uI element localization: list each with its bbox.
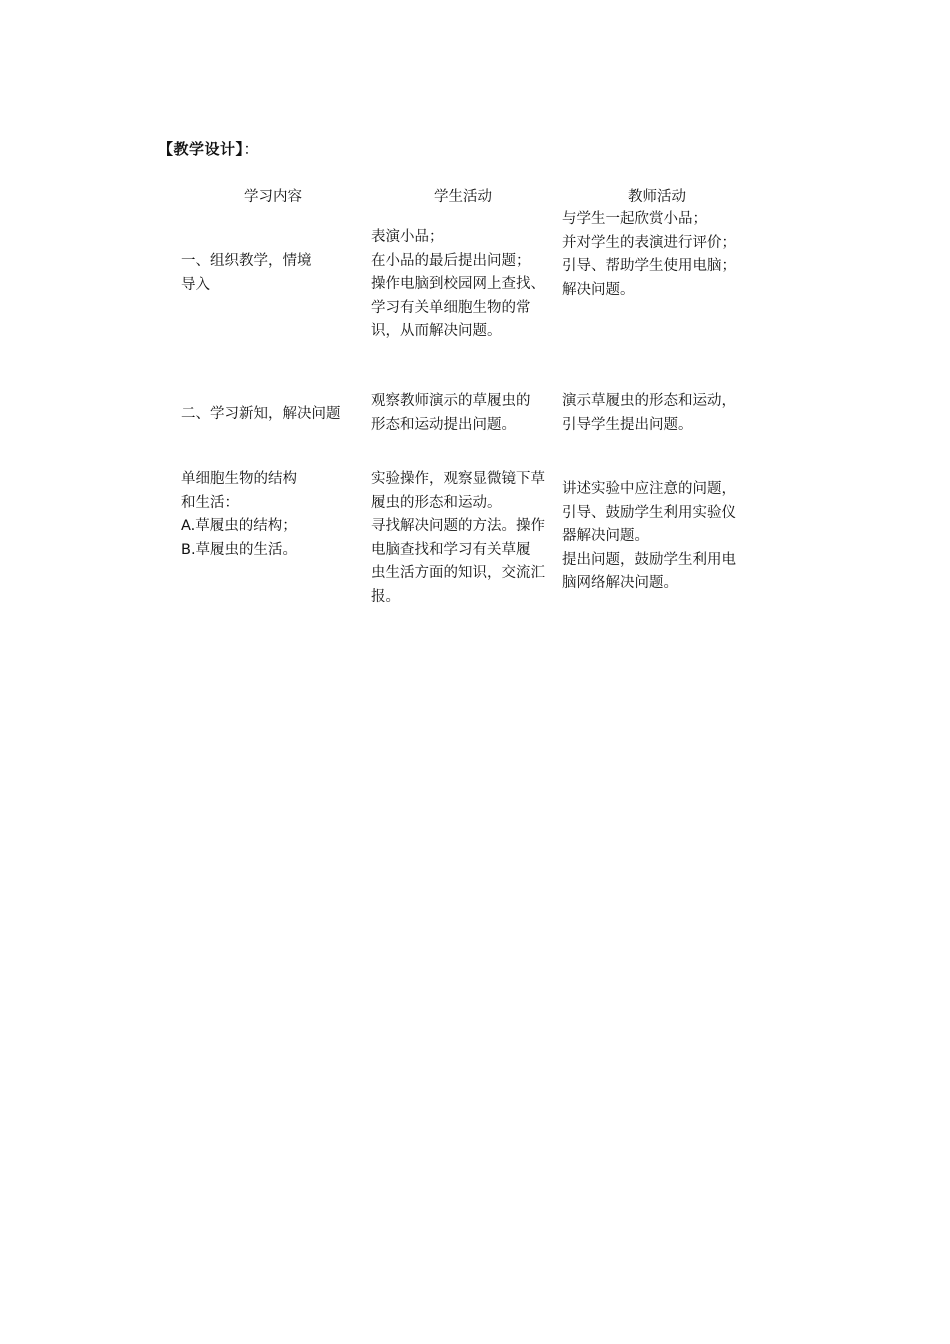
row-3-content-text: 单细胞生物的结构 和生活： A.草履虫的结构； B.草履虫的生活。 bbox=[181, 471, 298, 558]
row-1-content-text: 一、组织教学，情境 导入 bbox=[181, 253, 312, 293]
row-2-content-text: 二、学习新知，解决问题 bbox=[181, 406, 341, 422]
row-3-teacher-text: 讲述实验中应注意的问题， 引导、鼓励学生利用实验仪 器解决问题。 提出问题，鼓励学生利用电 脑网络解决问题。 bbox=[562, 481, 736, 591]
row-3-student-text: 实验操作，观察显微镜下草 履虫的形态和运动。 寻找解决问题的方法。操作 电脑查找和学习有关草履 虫生活方面的知识，交流汇 报。 bbox=[371, 471, 545, 605]
table-row-2-teacher bbox=[562, 390, 757, 437]
table-row-2-student bbox=[371, 390, 566, 437]
table-row-2-content bbox=[181, 403, 376, 427]
column-header-teacher: 教师活动 bbox=[628, 189, 686, 205]
row-2-student-text: 观察教师演示的草履虫的 形态和运动提出问题。 bbox=[371, 393, 531, 433]
row-2-teacher-text: 演示草履虫的形态和运动， 引导学生提出问题。 bbox=[562, 393, 736, 433]
row-1-student-text: 表演小品； 在小品的最后提出问题； 操作电脑到校园网上查找、 学习有关单细胞生物的常 识，从而解决问题。 bbox=[371, 229, 545, 339]
column-header-student: 学生活动 bbox=[434, 189, 492, 205]
table-row-1-content bbox=[181, 250, 376, 297]
page-title bbox=[158, 138, 259, 159]
page-title-text: 【教学设计】 bbox=[158, 140, 244, 158]
table-row-1-student bbox=[371, 226, 566, 344]
column-header-content: 学习内容 bbox=[244, 189, 302, 205]
page-title-colon: ： bbox=[243, 140, 260, 158]
table-row-3-student bbox=[371, 468, 566, 609]
row-1-teacher-text: 与学生一起欣赏小品； 并对学生的表演进行评价； 引导、帮助学生使用电脑； 解决问题。 bbox=[562, 211, 736, 298]
table-row-1-teacher bbox=[562, 208, 757, 302]
table-row-3-teacher bbox=[562, 478, 757, 596]
table-row-3-content bbox=[181, 468, 376, 562]
